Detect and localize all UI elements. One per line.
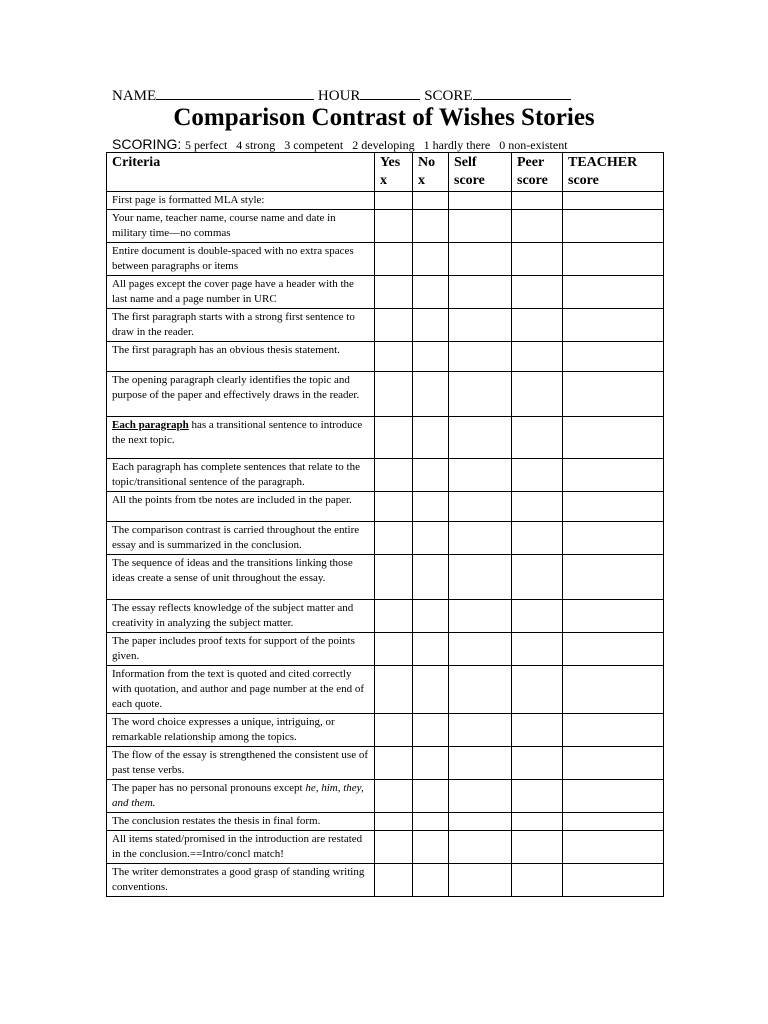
self-score-cell[interactable]	[449, 372, 512, 417]
teacher-score-cell[interactable]	[563, 492, 664, 522]
criteria-text: The paper includes proof texts for support of the points given.	[112, 635, 355, 662]
teacher-score-header	[563, 153, 664, 192]
self-score-cell[interactable]	[449, 666, 512, 714]
criteria-cell	[107, 243, 375, 276]
self-score-header	[449, 153, 512, 192]
peer-score-cell[interactable]	[512, 633, 563, 666]
criteria-cell	[107, 831, 375, 864]
table-row	[107, 192, 664, 210]
yes-cell[interactable]	[375, 813, 413, 831]
criteria-cell	[107, 372, 375, 417]
table-row	[107, 342, 664, 372]
header-row	[107, 153, 664, 192]
self-header-line2: score	[454, 173, 485, 188]
criteria-cell	[107, 555, 375, 600]
score-blank[interactable]	[473, 86, 571, 100]
criteria-cell	[107, 459, 375, 492]
no-cell[interactable]	[413, 210, 449, 243]
yes-cell[interactable]	[375, 666, 413, 714]
peer-score-cell[interactable]	[512, 276, 563, 309]
criteria-text: The first paragraph starts with a strong first sentence to draw in the reader.	[112, 311, 355, 338]
peer-score-cell[interactable]	[512, 666, 563, 714]
no-cell[interactable]	[413, 243, 449, 276]
no-cell[interactable]	[413, 309, 449, 342]
criteria-cell	[107, 276, 375, 309]
criteria-text: The flow of the essay is strengthened the consistent use of past tense verbs.	[112, 749, 368, 776]
self-score-cell[interactable]	[449, 192, 512, 210]
criteria-cell	[107, 780, 375, 813]
self-score-cell[interactable]	[449, 492, 512, 522]
name-label: NAME	[112, 88, 157, 104]
scoring-scale: 5 perfect 4 strong 3 competent 2 developing 1 hardly there 0 non-existent	[184, 138, 568, 152]
no-cell[interactable]	[413, 555, 449, 600]
table-row	[107, 372, 664, 417]
no-cell[interactable]	[413, 780, 449, 813]
no-cell[interactable]	[413, 666, 449, 714]
criteria-text: The sequence of ideas and the transitions linking those ideas create a sense of unit throughout the essay.	[112, 557, 353, 584]
self-score-cell[interactable]	[449, 342, 512, 372]
no-cell[interactable]	[413, 192, 449, 210]
teacher-score-cell[interactable]	[563, 192, 664, 210]
peer-score-cell[interactable]	[512, 192, 563, 210]
self-header-line1: Self	[454, 155, 477, 170]
self-score-cell[interactable]	[449, 780, 512, 813]
table-row	[107, 243, 664, 276]
criteria-cell	[107, 600, 375, 633]
yes-cell[interactable]	[375, 243, 413, 276]
criteria-text: All the points from tbe notes are included in the paper.	[112, 494, 352, 506]
criteria-text: Information from the text is quoted and cited correctly with quotation, and author and page number at the end of each quote.	[112, 668, 365, 710]
no-header-line2: x	[418, 173, 425, 188]
no-cell[interactable]	[413, 492, 449, 522]
criteria-cell	[107, 210, 375, 243]
teacher-score-cell[interactable]	[563, 522, 664, 555]
no-cell[interactable]	[413, 864, 449, 897]
yes-cell[interactable]	[375, 309, 413, 342]
self-score-cell[interactable]	[449, 276, 512, 309]
no-header-line1: No	[418, 155, 436, 170]
teacher-score-cell[interactable]	[563, 813, 664, 831]
criteria-cell	[107, 864, 375, 897]
table-row	[107, 831, 664, 864]
teacher-score-cell[interactable]	[563, 600, 664, 633]
criteria-italic-text: he, him, they, and them.	[112, 782, 364, 809]
table-row	[107, 522, 664, 555]
teacher-score-cell[interactable]	[563, 780, 664, 813]
peer-score-cell[interactable]	[512, 492, 563, 522]
criteria-text: The comparison contrast is carried throughout the entire essay and is summarized in the conclusion.	[112, 524, 360, 551]
peer-score-cell[interactable]	[512, 243, 563, 276]
yes-cell[interactable]	[375, 276, 413, 309]
self-score-cell[interactable]	[449, 831, 512, 864]
self-score-cell[interactable]	[449, 243, 512, 276]
teacher-score-cell[interactable]	[563, 372, 664, 417]
table-row	[107, 309, 664, 342]
criteria-text: Entire document is double-spaced with no extra spaces between paragraphs or items	[112, 245, 354, 272]
peer-score-cell[interactable]	[512, 600, 563, 633]
teacher-score-cell[interactable]	[563, 276, 664, 309]
criteria-cell	[107, 813, 375, 831]
criteria-cell	[107, 633, 375, 666]
hour-blank[interactable]	[360, 86, 420, 100]
criteria-text: The paper has no personal pronouns except	[112, 782, 306, 794]
yes-cell[interactable]	[375, 459, 413, 492]
self-score-cell[interactable]	[449, 813, 512, 831]
criteria-text: First page is formatted MLA style:	[112, 194, 265, 206]
yes-header-line2: x	[380, 173, 387, 188]
self-score-cell[interactable]	[449, 309, 512, 342]
self-score-cell[interactable]	[449, 459, 512, 492]
criteria-text: All pages except the cover page have a header with the last name and a page number in URC	[112, 278, 354, 305]
table-row	[107, 459, 664, 492]
self-score-cell[interactable]	[449, 714, 512, 747]
table-row	[107, 492, 664, 522]
peer-score-cell[interactable]	[512, 210, 563, 243]
table-row	[107, 714, 664, 747]
no-cell[interactable]	[413, 831, 449, 864]
table-row	[107, 666, 664, 714]
peer-score-cell[interactable]	[512, 813, 563, 831]
name-blank[interactable]	[156, 86, 314, 100]
yes-cell[interactable]	[375, 210, 413, 243]
table-row	[107, 813, 664, 831]
yes-cell[interactable]	[375, 342, 413, 372]
yes-cell[interactable]	[375, 492, 413, 522]
self-score-cell[interactable]	[449, 417, 512, 459]
criteria-text: Each paragraph has complete sentences that relate to the topic/transitional sentence of the paragraph.	[112, 461, 360, 488]
teacher-score-cell[interactable]	[563, 666, 664, 714]
criteria-emphasis: Each paragraph	[112, 419, 189, 431]
yes-cell[interactable]	[375, 780, 413, 813]
criteria-cell	[107, 492, 375, 522]
yes-cell[interactable]	[375, 522, 413, 555]
criteria-text: The essay reflects knowledge of the subject matter and creativity in analyzing the subject matter.	[112, 602, 354, 629]
score-label: SCORE	[424, 88, 473, 104]
no-cell[interactable]	[413, 372, 449, 417]
teacher-header-line1: TEACHER	[568, 155, 638, 170]
no-cell[interactable]	[413, 276, 449, 309]
criteria-header: Criteria	[107, 153, 375, 192]
criteria-text: has a transitional sentence to introduce the next topic.	[112, 419, 363, 446]
peer-score-cell[interactable]	[512, 831, 563, 864]
criteria-cell	[107, 192, 375, 210]
no-cell[interactable]	[413, 714, 449, 747]
peer-score-cell[interactable]	[512, 522, 563, 555]
teacher-score-cell[interactable]	[563, 714, 664, 747]
self-score-cell[interactable]	[449, 522, 512, 555]
hour-label: HOUR	[317, 88, 361, 104]
self-score-cell[interactable]	[449, 210, 512, 243]
teacher-score-cell[interactable]	[563, 417, 664, 459]
no-cell[interactable]	[413, 522, 449, 555]
page-title: Comparison Contrast of Wishes Stories	[173, 104, 595, 131]
peer-score-cell[interactable]	[512, 714, 563, 747]
yes-cell[interactable]	[375, 192, 413, 210]
criteria-cell	[107, 342, 375, 372]
criteria-text: All items stated/promised in the introduction are restated in the conclusion.==Intro/concl match!	[112, 833, 363, 860]
yes-header	[375, 153, 413, 192]
table-row	[107, 210, 664, 243]
yes-cell[interactable]	[375, 600, 413, 633]
no-cell[interactable]	[413, 342, 449, 372]
peer-score-cell[interactable]	[512, 309, 563, 342]
teacher-score-cell[interactable]	[563, 633, 664, 666]
self-score-cell[interactable]	[449, 600, 512, 633]
peer-header-line1: Peer	[517, 155, 545, 170]
table-row	[107, 276, 664, 309]
no-cell[interactable]	[413, 600, 449, 633]
peer-header-line2: score	[517, 173, 548, 188]
no-cell[interactable]	[413, 459, 449, 492]
table-row	[107, 747, 664, 780]
yes-cell[interactable]	[375, 417, 413, 459]
peer-score-header	[512, 153, 563, 192]
criteria-cell	[107, 666, 375, 714]
no-cell[interactable]	[413, 747, 449, 780]
criteria-text: The first paragraph has an obvious thesis statement.	[112, 344, 340, 356]
teacher-score-cell[interactable]	[563, 459, 664, 492]
teacher-score-cell[interactable]	[563, 831, 664, 864]
scoring-label: SCORING:	[112, 136, 182, 152]
yes-cell[interactable]	[375, 372, 413, 417]
peer-score-cell[interactable]	[512, 747, 563, 780]
peer-score-cell[interactable]	[512, 555, 563, 600]
yes-cell[interactable]	[375, 864, 413, 897]
teacher-score-cell[interactable]	[563, 555, 664, 600]
peer-score-cell[interactable]	[512, 372, 563, 417]
yes-cell[interactable]	[375, 747, 413, 780]
no-header	[413, 153, 449, 192]
yes-cell[interactable]	[375, 633, 413, 666]
self-score-cell[interactable]	[449, 555, 512, 600]
table-row	[107, 555, 664, 600]
yes-cell[interactable]	[375, 831, 413, 864]
no-cell[interactable]	[413, 417, 449, 459]
teacher-score-cell[interactable]	[563, 210, 664, 243]
criteria-text: The conclusion restates the thesis in final form.	[112, 815, 321, 827]
self-score-cell[interactable]	[449, 864, 512, 897]
table-row	[107, 417, 664, 459]
self-score-cell[interactable]	[449, 633, 512, 666]
table-row	[107, 600, 664, 633]
rubric-table	[106, 152, 664, 897]
criteria-cell	[107, 522, 375, 555]
yes-cell[interactable]	[375, 714, 413, 747]
teacher-score-cell[interactable]	[563, 864, 664, 897]
self-score-cell[interactable]	[449, 747, 512, 780]
criteria-cell	[107, 714, 375, 747]
criteria-text: The opening paragraph clearly identifies the topic and purpose of the paper and effectively draws in the reader.	[112, 374, 360, 401]
teacher-header-line2: score	[568, 173, 599, 188]
yes-cell[interactable]	[375, 555, 413, 600]
student-info-line	[112, 86, 571, 105]
teacher-score-cell[interactable]	[563, 309, 664, 342]
no-cell[interactable]	[413, 633, 449, 666]
criteria-cell	[107, 309, 375, 342]
peer-score-cell[interactable]	[512, 780, 563, 813]
teacher-score-cell[interactable]	[563, 747, 664, 780]
table-row	[107, 780, 664, 813]
criteria-cell	[107, 747, 375, 780]
teacher-score-cell[interactable]	[563, 342, 664, 372]
yes-header-line1: Yes	[380, 155, 401, 170]
criteria-cell	[107, 417, 375, 459]
peer-score-cell[interactable]	[512, 417, 563, 459]
criteria-text: Your name, teacher name, course name and date in military time—no commas	[112, 212, 336, 239]
teacher-score-cell[interactable]	[563, 243, 664, 276]
criteria-text: The word choice expresses a unique, intriguing, or remarkable relationship among the topics.	[112, 716, 335, 743]
table-row	[107, 864, 664, 897]
peer-score-cell[interactable]	[512, 342, 563, 372]
no-cell[interactable]	[413, 813, 449, 831]
criteria-text: The writer demonstrates a good grasp of standing writing conventions.	[112, 866, 365, 893]
peer-score-cell[interactable]	[512, 459, 563, 492]
table-row	[107, 633, 664, 666]
peer-score-cell[interactable]	[512, 864, 563, 897]
